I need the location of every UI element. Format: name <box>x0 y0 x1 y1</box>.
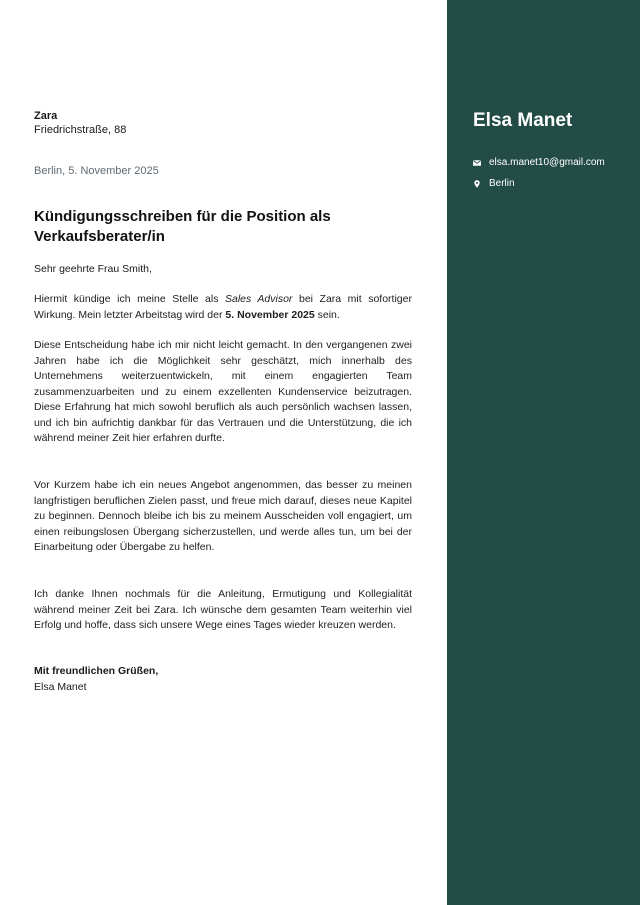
contact-email[interactable] <box>473 157 605 169</box>
paragraph-1 <box>34 292 412 323</box>
paragraph-1-intro: Hiermit kündige ich meine Stelle als <box>34 293 225 305</box>
contact-location <box>473 178 515 190</box>
location-pin-icon <box>473 180 481 188</box>
recipient-company: Zara <box>34 110 58 122</box>
envelope-icon <box>473 159 481 167</box>
paragraph-4: Ich danke Ihnen nochmals für die Anleitung, Ermutigung und Kollegialität während meiner Zeit bei Zara. Ich wünsche dem gesamten Team weiterhin viel Erfolg und hoffe, dass sich unsere Wege eines Tages wieder kreuzen werden. <box>34 588 412 631</box>
contact-email-text: elsa.manet10@gmail.com <box>489 157 605 168</box>
letter-subject: Kündigungsschreiben für die Position als Verkaufsberater/in <box>34 208 331 245</box>
salutation: Sehr geehrte Frau Smith, <box>34 263 152 275</box>
paragraph-1-middle: bei Zara mit sofortiger Wirkung. Mein letzter Arbeitstag wird der <box>34 293 412 321</box>
letter-date: Berlin, 5. November 2025 <box>34 165 159 177</box>
contact-city-text: Berlin <box>489 178 515 189</box>
last-working-day: 5. November 2025 <box>225 308 315 321</box>
letter-body <box>34 0 412 905</box>
role-title: Sales Advisor <box>225 293 293 305</box>
paragraph-3: Vor Kurzem habe ich ein neues Angebot angenommen, das besser zu meinen langfristigen beruflichen Zielen passt, und freue mich darauf, dieses neue Kapitel zu beginnen. Dennoch bleibe ich bis zu meinem Ausscheiden voll engagiert, um einen reibungslosen Übergang sicherzustellen, und werde alles tun, um bei der Einarbeitung oder Übergabe zu helfen. <box>34 479 412 553</box>
closing-phrase: Mit freundlichen Grüßen, <box>34 665 159 677</box>
sender-name: Elsa Manet <box>473 110 573 131</box>
signature-name: Elsa Manet <box>34 681 87 693</box>
paragraph-2: Diese Entscheidung habe ich mir nicht leicht gemacht. In den vergangenen zwei Jahren habe ich die Möglichkeit sehr geschätzt, mich innerhalb des Unternehmens weiterzuentwickeln, mit einem engagierten Team zusammenzuarbeiten und zu einem exzellenten Kundenservice beizutragen. Diese Erfahrung hat mich sowohl beruflich als auch persönlich wachsen lassen, und ich bin aufrichtig dankbar für das Vertrauen und die Unterstützung, die ich während meiner Zeit hier erfahren durfte. <box>34 339 412 444</box>
recipient-address: Friedrichstraße, 88 <box>34 124 127 136</box>
paragraph-1-end: sein. <box>314 308 340 321</box>
sidebar <box>447 0 640 905</box>
